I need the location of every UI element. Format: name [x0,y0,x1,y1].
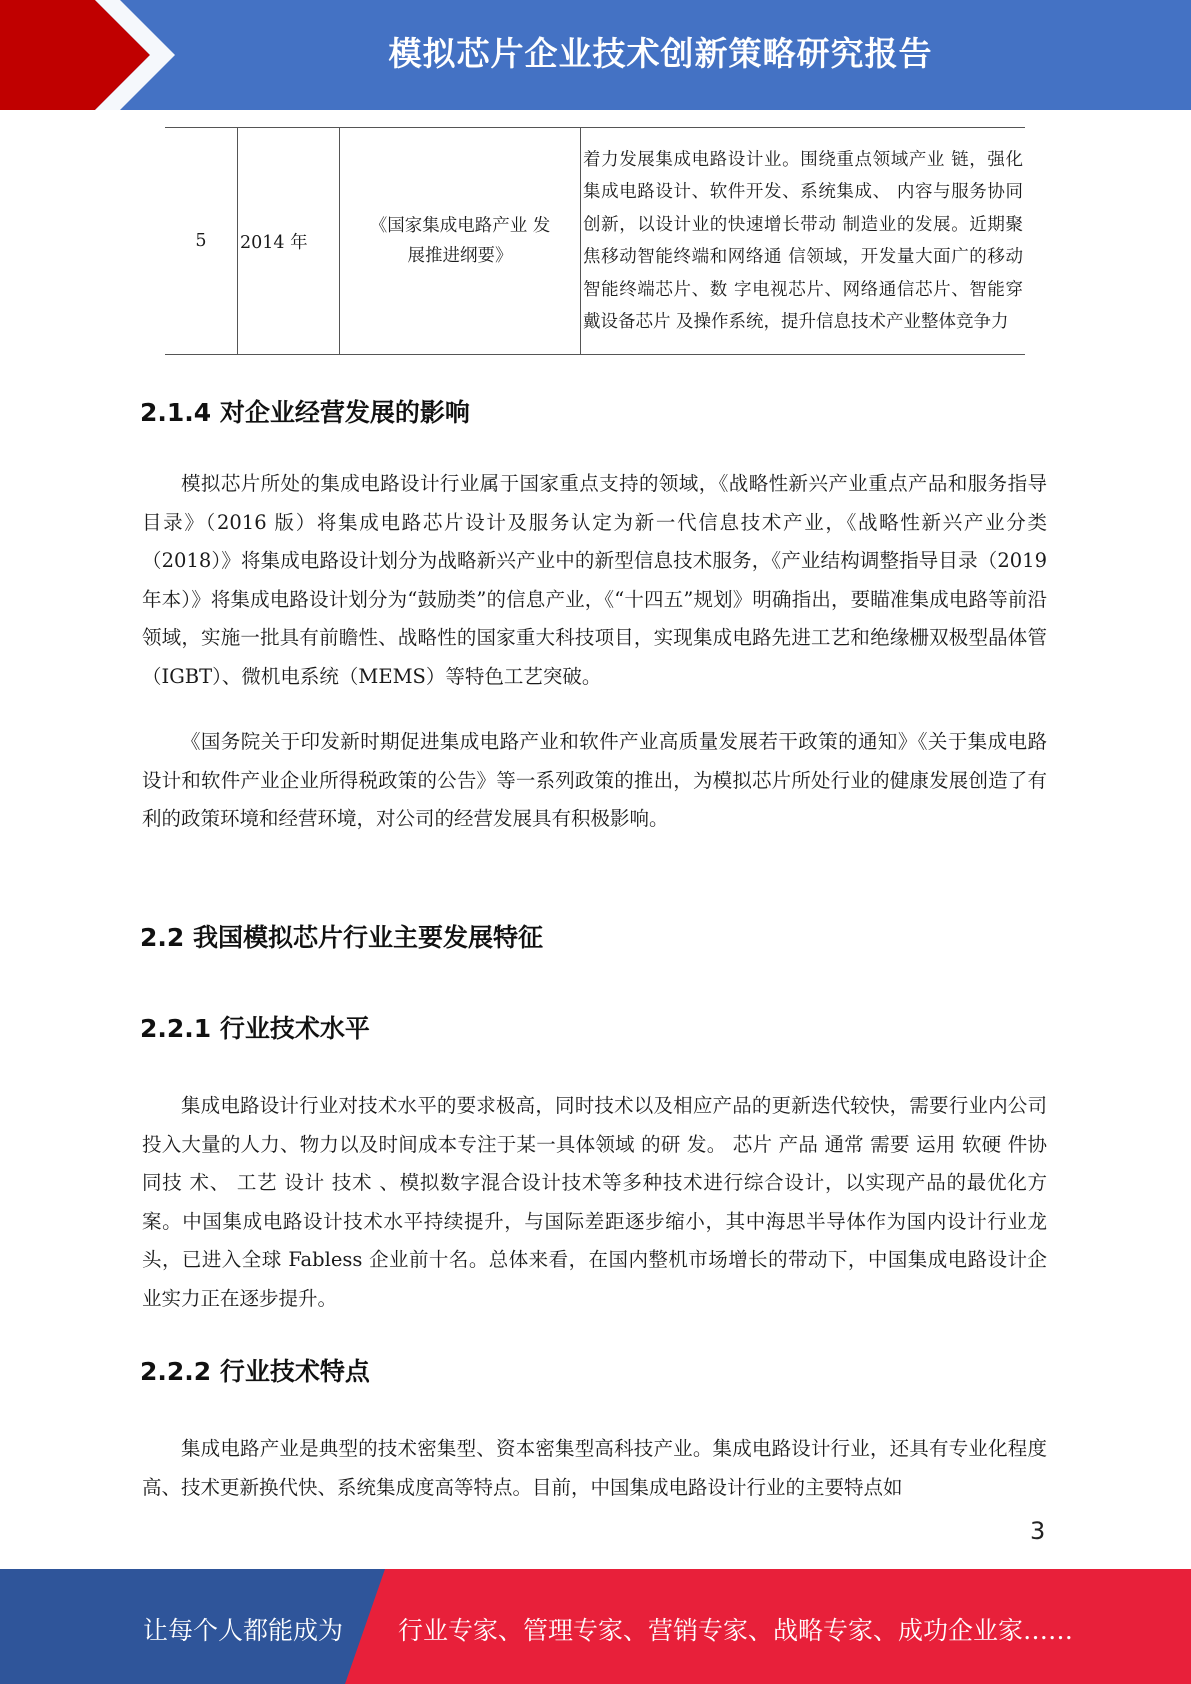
cell-year: 2014 年 [238,128,340,355]
table-row [165,128,1025,355]
cell-number: 5 [165,128,238,355]
cell-policy-name [340,128,581,355]
policy-table [165,127,1025,355]
footer-slogan-right: 行业专家、管理专家、营销专家、战略专家、成功企业家…… [398,1616,1074,1645]
section-heading-2-2-1: 2.2.1 行业技术水平 [140,1014,370,1043]
section-heading-2-2-2: 2.2.2 行业技术特点 [140,1357,370,1386]
policy-name-line1: 《国家集成电路产业 发 [369,216,551,236]
page-footer [0,1569,1191,1684]
policy-name-line2: 展推进纲要》 [407,246,513,266]
report-title: 模拟芯片企业技术创新策略研究报告 [388,34,933,73]
section-heading-2-1-4: 2.1.4 对企业经营发展的影响 [140,398,470,427]
footer-slogan-left: 让每个人都能成为 [143,1616,344,1645]
paragraph-2-1-4-2: 《国务院关于印发新时期促进集成电路产业和软件产业高质量发展若干政策的通知》《关于集成电路设计和软件产业企业所得税政策的公告》等一系列政策的推出，为模拟芯片所处行业的健康发展创造了有利的政策环境和经营环境，对公司的经营发展具有积极影响。 [142,730,1047,830]
paragraph-2-1-4-1: 模拟芯片所处的集成电路设计行业属于国家重点支持的领域，《战略性新兴产业重点产品和服务指导目录》（2016 版）将集成电路芯片设计及服务认定为新一代信息技术产业，《战略性新兴产业分类（2018）》将集成电路设计划分为战略新兴产业中的新型信息技术服务，《产业结构调整指导目录（2019 年本）》将集成电路设计划分为“鼓励类”的信息产业，《“十四五”规划》明确指出，要瞄准集成电路等前沿领域，实施一批具有前瞻性、战略性的国家重大科技项目，实现集成电路先进工艺和绝缘栅双极型晶体管（IGBT）、微机电系统（MEMS）等特色工艺突破。 [142,472,1047,688]
page-header [0,0,1191,110]
cell-policy-content: 着力发展集成电路设计业。围绕重点领域产业 链，强化集成电路设计、软件开发、系统集成、 内容与服务协同创新，以设计业的快速增长带动 制造业的发展。近期聚焦移动智能终端和网络通 信领域，开发量大面广的移动智能终端芯片、数 字电视芯片、网络通信芯片、智能穿戴设备芯片 及操作系统，提升信息技术产业整体竞争力 [581,128,1026,355]
paragraph-2-2-1: 集成电路设计行业对技术水平的要求极高，同时技术以及相应产品的更新迭代较快，需要行业内公司投入大量的人力、物力以及时间成本专注于某一具体领域 的研 发。 芯片 产品 通常 需要 运用 软硬 件协 同技 术、 工艺 设计 技术 、模拟数字混合设计技术等多种技术进行综合设计，以实现产品的最优化方案。中国集成电路设计技术水平持续提升，与国际差距逐步缩小，其中海思半导体作为国内设计行业龙头，已进入全球 Fabless 企业前十名。总体来看，在国内整机市场增长的带动下，中国集成电路设计企业实力正在逐步提升。 [142,1094,1047,1310]
section-heading-2-2: 2.2 我国模拟芯片行业主要发展特征 [140,923,543,952]
paragraph-2-2-2: 集成电路产业是典型的技术密集型、资本密集型高科技产业。集成电路设计行业，还具有专业化程度高、技术更新换代快、系统集成度高等特点。目前，中国集成电路设计行业的主要特点如 [142,1437,1047,1499]
page-number: 3 [1030,1517,1046,1545]
